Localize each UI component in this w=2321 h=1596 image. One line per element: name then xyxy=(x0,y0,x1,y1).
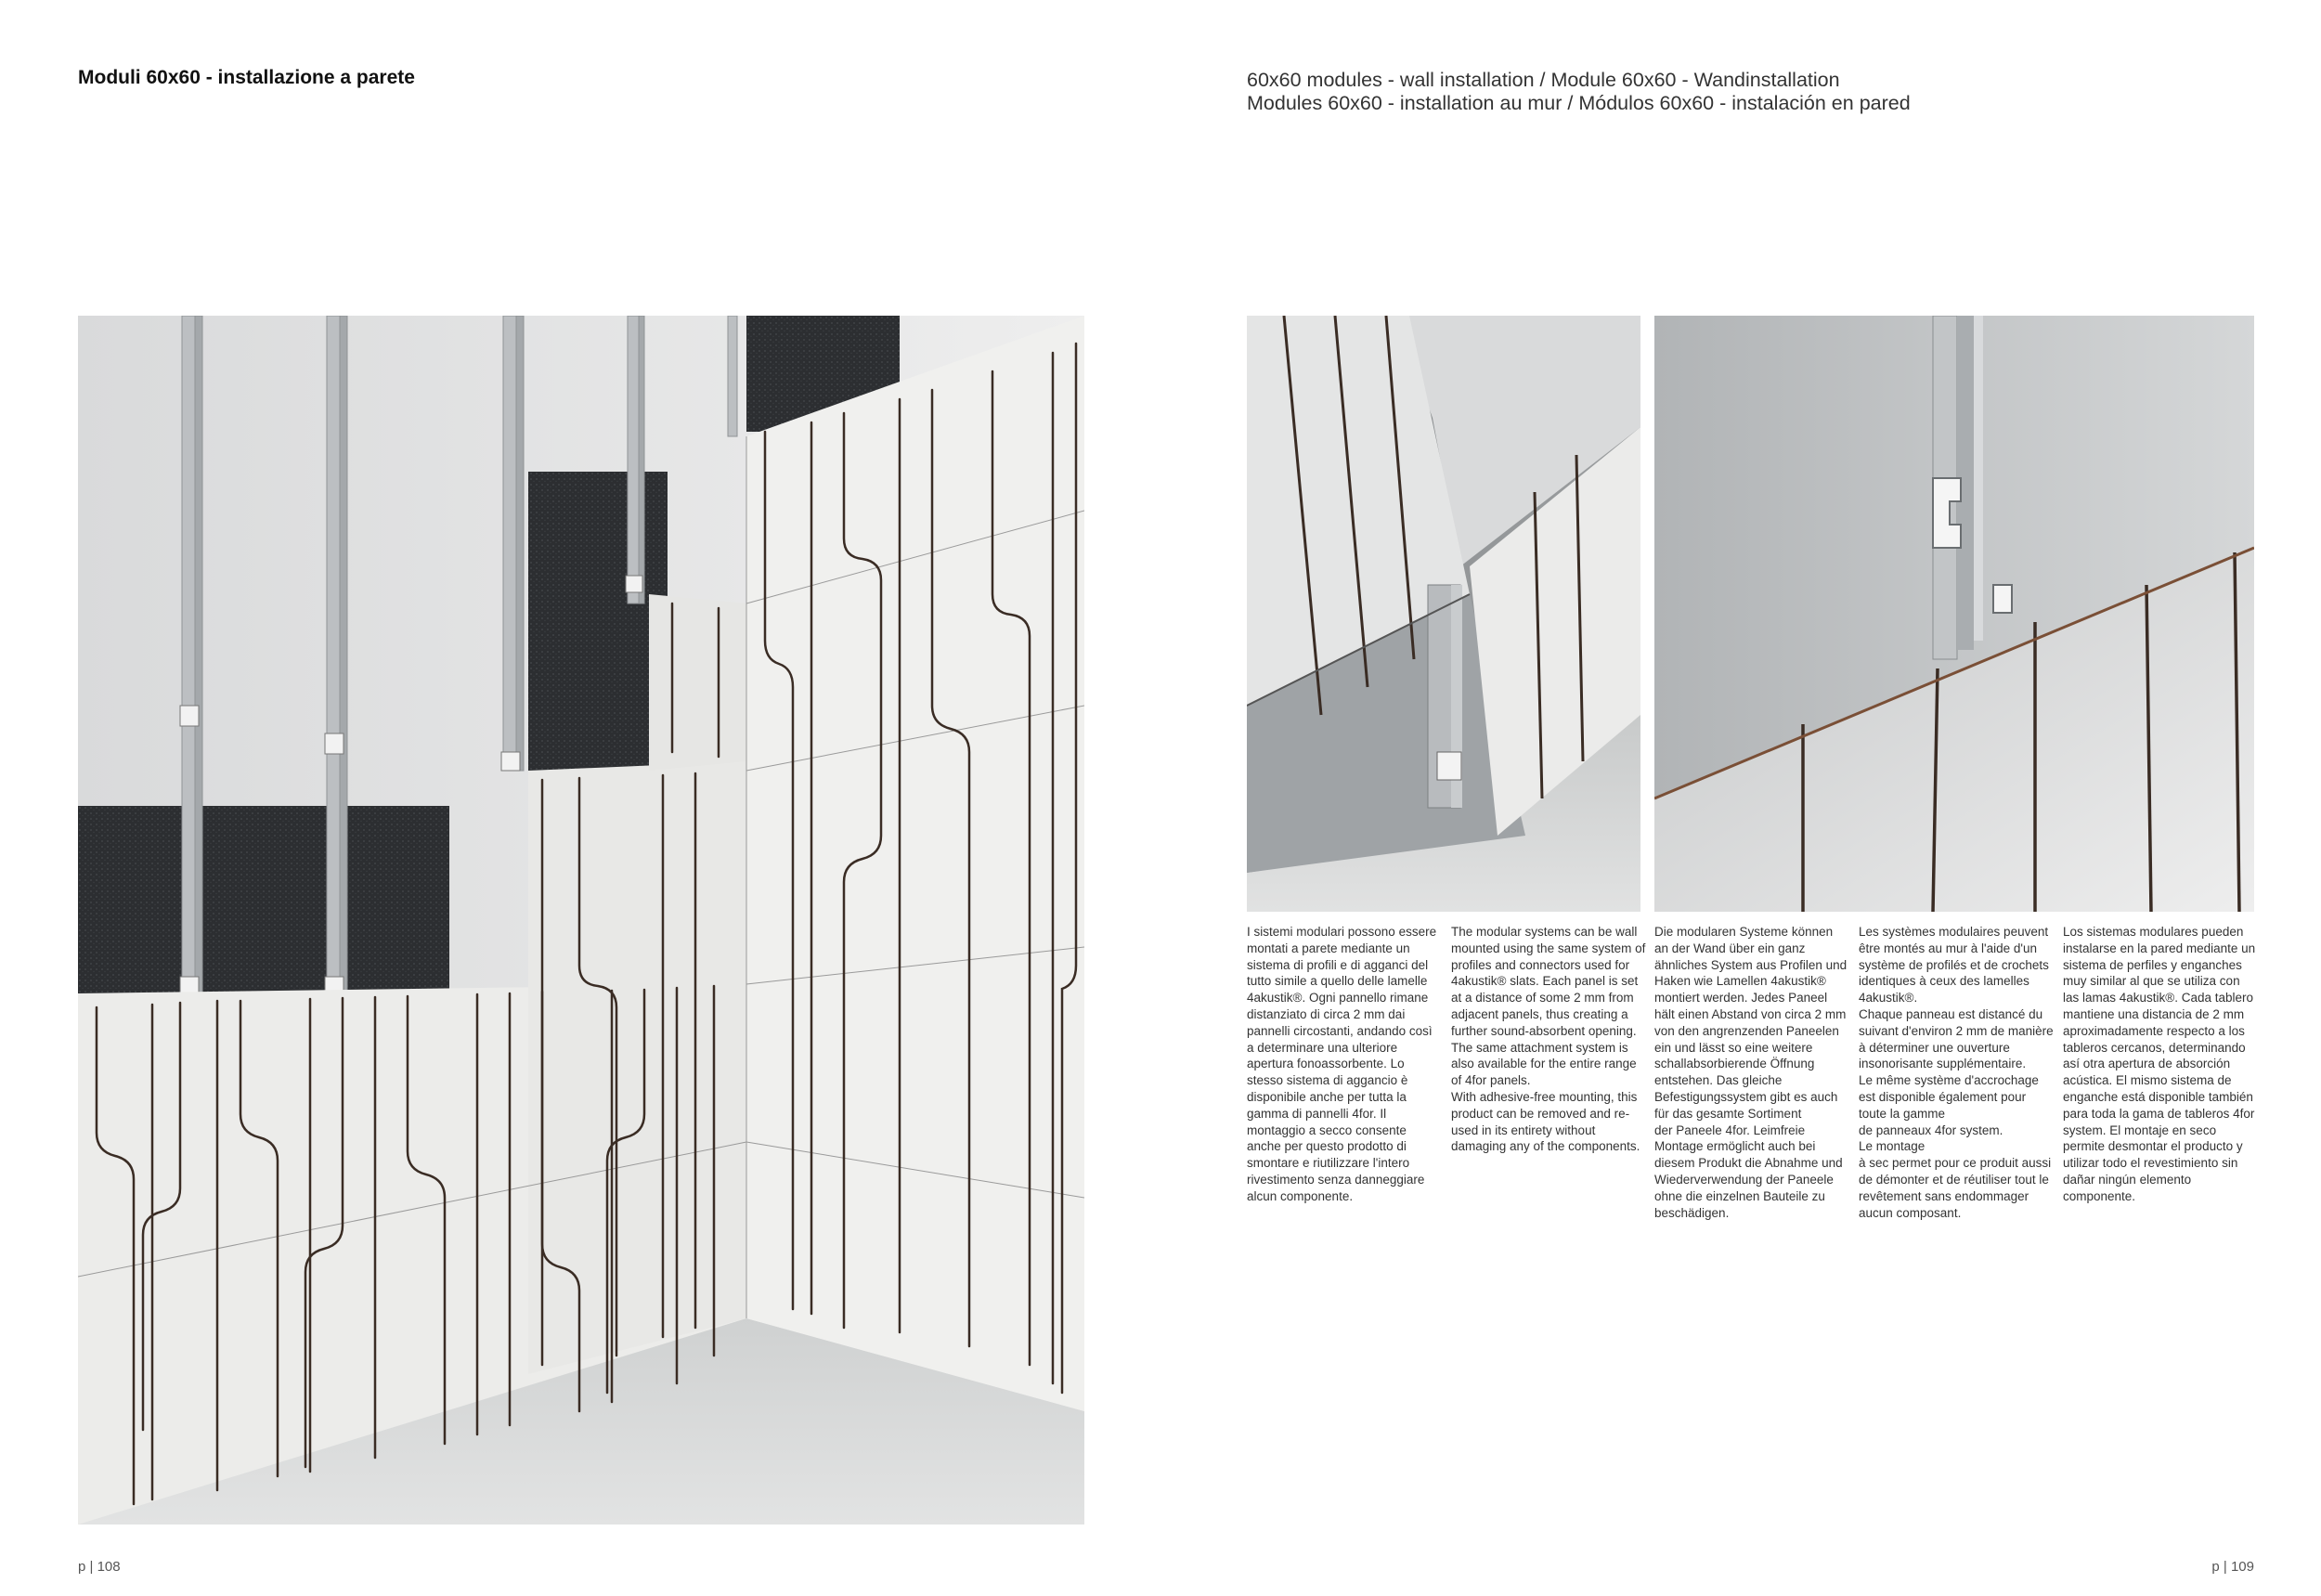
text-column-english: The modular systems can be wall mounted using the same system of profiles and connectors used for 4akustik® slats. Each panel is set at a distance of some 2 mm from adjacent panels, thus creating a further sound-absorbent opening. The same attachment system is also available for the entire range of 4for panels. With adhesive-free mounting, this product can be removed and re-used in its entirety without damaging any of the components. xyxy=(1451,925,1646,1154)
wall-installation-photo xyxy=(78,316,1084,1525)
text-column-german: Die modularen Systeme können an der Wand über ein ganz ähnliches System aus Profilen und Haken wie Lamellen 4akustik® montiert werden. Jedes Paneel hält einen Abstand von circa 2 mm von den angrenzenden Paneelen ein und lässt so eine weitere schallabsorbierende Öffnung entstehen. Das gleiche Befestigungssystem gibt es auch für das gesamte Sortiment der Paneele 4for. Leimfreie Montage ermöglicht auch bei diesem Produkt die Abnahme und Wiederverwendung der Paneele ohne die einzelnen Bauteile zu beschädigen. xyxy=(1654,925,1848,1220)
page-title-multilang xyxy=(1247,69,2222,115)
text-column-french: Les systèmes modulaires peuvent être montés au mur à l'aide d'un système de profilés et de crochets identiques à ceux des lamelles 4akustik®. Chaque panneau est distancé du suivant d'environ 2 mm de manière à déterminer une ouverture insonorisante supplémentaire. Le même système d'accrochage est disponible également pour toute la gamme de panneaux 4for system. Le montage à sec permet pour ce produit aussi de démonter et de réutiliser tout le revêtement sans endommager aucun composant. xyxy=(1859,925,2054,1220)
page-title-italian: Moduli 60x60 - installazione a parete xyxy=(78,67,415,88)
text-column-italian: I sistemi modulari possono essere montati a parete mediante un sistema di profili e di agganci del tutto simile a quello delle lamelle 4akustik®. Ogni pannello rimane distanziato di circa 2 mm dai pannelli circostanti, andando così a determinare una ulteriore apertura fonoassorbente. Lo stesso sistema di aggancio è disponibile anche per tutta la gamma di pannelli 4for. Il montaggio a secco consente anche per questo prodotto di smontare e riutilizzare l'intero rivestimento senza danneggiare alcun componente. xyxy=(1247,925,1437,1203)
page-number-left: p | 108 xyxy=(78,1559,121,1575)
title-line-2: Modules 60x60 - installation au mur / Módulos 60x60 - instalación en pared xyxy=(1247,92,1911,114)
title-line-1: 60x60 modules - wall installation / Module 60x60 - Wandinstallation xyxy=(1247,69,1840,91)
detail-photo-profile-clip xyxy=(1654,316,2254,912)
detail-photo-panel-edge xyxy=(1247,316,1640,912)
page-number-right: p | 109 xyxy=(2211,1559,2254,1575)
text-column-spanish: Los sistemas modulares pueden instalarse en la pared mediante un sistema de perfiles y enganches muy similar al que se utiliza con las lamas 4akustik®. Cada tablero mantiene una distancia de 2 mm aproximadamente respecto a los tableros cercanos, determinando así otra apertura de absorción acústica. El mismo sistema de enganche está disponible también para toda la gama de tableros 4for system. El montaje en seco permite desmontar el producto y utilizar todo el revestimiento sin dañar ningún elemento componente. xyxy=(2063,925,2256,1203)
